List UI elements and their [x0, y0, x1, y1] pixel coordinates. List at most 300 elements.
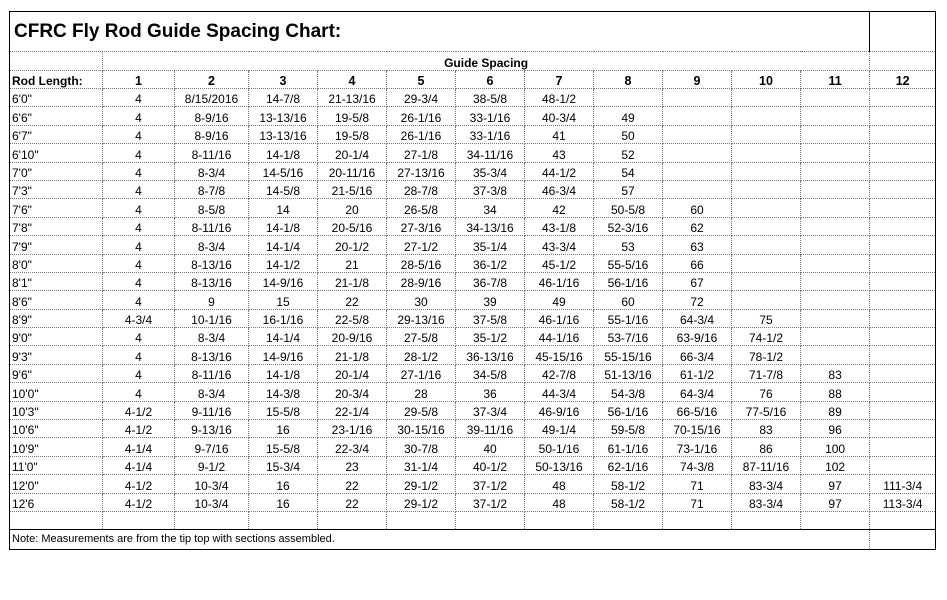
guide-spacing-cell: [870, 346, 936, 364]
table-row: [10, 309, 936, 327]
guide-spacing-cell: 4: [103, 236, 175, 254]
guide-spacing-cell: [870, 125, 936, 143]
guide-spacing-cell: 51-13/16: [594, 364, 663, 382]
guide-spacing-cell: 100: [801, 438, 870, 456]
table-row: [10, 217, 936, 235]
guide-spacing-cell: 4-1/2: [103, 401, 175, 419]
caption-empty-cell: [10, 52, 103, 71]
empty-cell: [732, 511, 801, 529]
guide-spacing-cell: 60: [663, 199, 732, 217]
guide-spacing-cell: 14-1/4: [249, 328, 318, 346]
guide-spacing-cell: 63-9/16: [663, 328, 732, 346]
guide-spacing-cell: 62: [663, 217, 732, 235]
guide-spacing-cell: [663, 144, 732, 162]
guide-spacing-cell: 53-7/16: [594, 328, 663, 346]
guide-spacing-cell: 78-1/2: [732, 346, 801, 364]
guide-spacing-cell: 21-13/16: [318, 89, 387, 107]
guide-spacing-cell: 96: [801, 420, 870, 438]
guide-spacing-cell: 33-1/16: [456, 125, 525, 143]
guide-spacing-cell: 37-1/2: [456, 475, 525, 493]
guide-spacing-cell: 8-3/4: [175, 328, 249, 346]
header-row: [10, 71, 936, 89]
empty-cell: [318, 511, 387, 529]
rod-length-cell: 8'1": [10, 272, 103, 290]
table-row: [10, 162, 936, 180]
guide-spacing-cell: [870, 456, 936, 474]
guide-spacing-cell: [732, 125, 801, 143]
rod-length-cell: 10'0": [10, 383, 103, 401]
guide-spacing-cell: 8-5/8: [175, 199, 249, 217]
rod-length-cell: 6'6": [10, 107, 103, 125]
guide-spacing-cell: [732, 217, 801, 235]
empty-cell: [175, 511, 249, 529]
guide-spacing-cell: [663, 180, 732, 198]
guide-spacing-cell: 20: [318, 199, 387, 217]
rod-length-cell: 12'6: [10, 493, 103, 511]
rod-length-cell: 11'0": [10, 456, 103, 474]
rod-length-cell: 9'0": [10, 328, 103, 346]
guide-spacing-cell: 14-1/8: [249, 217, 318, 235]
guide-spacing-cell: 23: [318, 456, 387, 474]
rod-length-cell: 10'3": [10, 401, 103, 419]
table-row: [10, 420, 936, 438]
guide-spacing-cell: 111-3/4: [870, 475, 936, 493]
guide-spacing-cell: 43-3/4: [525, 236, 594, 254]
guide-spacing-cell: 29-3/4: [387, 89, 456, 107]
guide-spacing-cell: 43: [525, 144, 594, 162]
guide-spacing-cell: 14-1/4: [249, 236, 318, 254]
guide-spacing-cell: 54-3/8: [594, 383, 663, 401]
guide-spacing-cell: [732, 144, 801, 162]
guide-spacing-cell: 83: [732, 420, 801, 438]
guide-spacing-cell: 49: [594, 107, 663, 125]
guide-spacing-cell: [870, 180, 936, 198]
guide-spacing-cell: 14-5/16: [249, 162, 318, 180]
guide-spacing-cell: [870, 328, 936, 346]
rod-length-cell: 6'0": [10, 89, 103, 107]
guide-spacing-cell: 113-3/4: [870, 493, 936, 511]
guide-spacing-cell: 4-1/4: [103, 438, 175, 456]
guide-spacing-cell: 72: [663, 291, 732, 309]
guide-spacing-cell: 58-1/2: [594, 475, 663, 493]
guide-spacing-cell: 66-5/16: [663, 401, 732, 419]
rod-length-cell: 8'0": [10, 254, 103, 272]
guide-spacing-cell: [801, 107, 870, 125]
table-row: [10, 199, 936, 217]
guide-spacing-cell: 36-7/8: [456, 272, 525, 290]
guide-spacing-cell: 50-1/16: [525, 438, 594, 456]
guide-spacing-cell: 8-3/4: [175, 162, 249, 180]
guide-spacing-cell: 15-5/8: [249, 401, 318, 419]
guide-spacing-cell: 10-3/4: [175, 475, 249, 493]
guide-spacing-cell: 27-3/16: [387, 217, 456, 235]
guide-spacing-cell: 27-13/16: [387, 162, 456, 180]
guide-spacing-cell: 4: [103, 199, 175, 217]
guide-spacing-cell: [801, 291, 870, 309]
caption-row: [10, 52, 936, 71]
guide-spacing-cell: 8-13/16: [175, 272, 249, 290]
guide-spacing-cell: 77-5/16: [732, 401, 801, 419]
guide-spacing-cell: [732, 272, 801, 290]
guide-spacing-cell: [870, 107, 936, 125]
guide-spacing-cell: 15: [249, 291, 318, 309]
rod-length-cell: 8'6": [10, 291, 103, 309]
guide-spacing-cell: 4: [103, 291, 175, 309]
guide-spacing-cell: 67: [663, 272, 732, 290]
guide-spacing-cell: 19-5/8: [318, 125, 387, 143]
guide-spacing-cell: 15-3/4: [249, 456, 318, 474]
table-row: [10, 291, 936, 309]
guide-spacing-cell: 66: [663, 254, 732, 272]
guide-spacing-cell: [870, 144, 936, 162]
guide-spacing-cell: 22: [318, 475, 387, 493]
guide-spacing-cell: 52-3/16: [594, 217, 663, 235]
rod-length-header: Rod Length:: [10, 71, 103, 89]
guide-spacing-cell: 14-1/2: [249, 254, 318, 272]
guide-spacing-cell: 46-1/16: [525, 309, 594, 327]
guide-spacing-cell: 20-5/16: [318, 217, 387, 235]
guide-spacing-cell: 9: [175, 291, 249, 309]
guide-spacing-cell: 44-1/2: [525, 162, 594, 180]
guide-spacing-cell: 62-1/16: [594, 456, 663, 474]
guide-spacing-cell: 36-13/16: [456, 346, 525, 364]
guide-spacing-cell: 29-1/2: [387, 493, 456, 511]
guide-number-header: 11: [801, 71, 870, 89]
guide-spacing-cell: [732, 199, 801, 217]
guide-spacing-cell: 29-5/8: [387, 401, 456, 419]
guide-spacing-cell: 50-5/8: [594, 199, 663, 217]
guide-spacing-cell: [732, 254, 801, 272]
guide-spacing-cell: [663, 107, 732, 125]
guide-spacing-cell: [870, 236, 936, 254]
guide-number-header: 9: [663, 71, 732, 89]
guide-spacing-cell: 86: [732, 438, 801, 456]
guide-spacing-cell: 4-1/2: [103, 475, 175, 493]
guide-spacing-cell: 50-13/16: [525, 456, 594, 474]
guide-spacing-cell: 14-1/8: [249, 364, 318, 382]
table-row: [10, 89, 936, 107]
rod-length-cell: 10'6": [10, 420, 103, 438]
guide-spacing-cell: 70-15/16: [663, 420, 732, 438]
rod-length-cell: 6'10": [10, 144, 103, 162]
guide-spacing-cell: 27-1/2: [387, 236, 456, 254]
empty-cell: [594, 511, 663, 529]
table-row: [10, 125, 936, 143]
guide-spacing-cell: 8-7/8: [175, 180, 249, 198]
guide-spacing-cell: 28-7/8: [387, 180, 456, 198]
guide-spacing-cell: [801, 199, 870, 217]
guide-spacing-cell: 97: [801, 475, 870, 493]
table-row: [10, 180, 936, 198]
guide-spacing-cell: 23-1/16: [318, 420, 387, 438]
guide-spacing-cell: [801, 254, 870, 272]
guide-spacing-cell: 29-1/2: [387, 475, 456, 493]
guide-spacing-cell: 10-1/16: [175, 309, 249, 327]
guide-spacing-cell: 73-1/16: [663, 438, 732, 456]
guide-spacing-cell: [870, 272, 936, 290]
empty-cell: [249, 511, 318, 529]
guide-spacing-cell: 30-7/8: [387, 438, 456, 456]
guide-spacing-cell: [870, 254, 936, 272]
guide-number-header: 3: [249, 71, 318, 89]
guide-spacing-cell: 16-1/16: [249, 309, 318, 327]
guide-number-header: 2: [175, 71, 249, 89]
guide-number-header: 12: [870, 71, 936, 89]
guide-spacing-cell: 30: [387, 291, 456, 309]
guide-spacing-cell: 4: [103, 254, 175, 272]
guide-spacing-cell: 4: [103, 180, 175, 198]
note-row: [10, 529, 936, 549]
table-row: [10, 438, 936, 456]
guide-spacing-cell: 64-3/4: [663, 383, 732, 401]
guide-spacing-cell: 36: [456, 383, 525, 401]
guide-spacing-cell: 4-1/2: [103, 420, 175, 438]
guide-spacing-cell: 61-1/16: [594, 438, 663, 456]
guide-spacing-cell: 40-3/4: [525, 107, 594, 125]
guide-spacing-cell: 83-3/4: [732, 475, 801, 493]
guide-spacing-cell: 21-1/8: [318, 346, 387, 364]
guide-spacing-cell: 35-1/2: [456, 328, 525, 346]
table-row: [10, 383, 936, 401]
guide-spacing-cell: [870, 401, 936, 419]
guide-spacing-cell: [801, 346, 870, 364]
guide-spacing-cell: [663, 162, 732, 180]
guide-spacing-cell: [594, 89, 663, 107]
table-row: [10, 493, 936, 511]
guide-spacing-cell: 28-5/16: [387, 254, 456, 272]
guide-spacing-cell: 83-3/4: [732, 493, 801, 511]
guide-spacing-cell: [732, 107, 801, 125]
guide-spacing-cell: 22-3/4: [318, 438, 387, 456]
guide-spacing-cell: 52: [594, 144, 663, 162]
guide-spacing-cell: [870, 309, 936, 327]
guide-spacing-cell: 34-13/16: [456, 217, 525, 235]
guide-spacing-cell: 46-1/16: [525, 272, 594, 290]
guide-spacing-cell: 60: [594, 291, 663, 309]
guide-spacing-cell: 31-1/4: [387, 456, 456, 474]
guide-spacing-cell: 15-5/8: [249, 438, 318, 456]
guide-spacing-cell: 35-3/4: [456, 162, 525, 180]
guide-spacing-cell: [801, 272, 870, 290]
guide-spacing-cell: 37-5/8: [456, 309, 525, 327]
guide-spacing-cell: 56-1/16: [594, 401, 663, 419]
guide-spacing-cell: 75: [732, 309, 801, 327]
guide-spacing-cell: 102: [801, 456, 870, 474]
guide-spacing-cell: [663, 89, 732, 107]
guide-spacing-cell: [732, 89, 801, 107]
guide-spacing-cell: 44-1/16: [525, 328, 594, 346]
guide-spacing-cell: 28-1/2: [387, 346, 456, 364]
guide-spacing-cell: 63: [663, 236, 732, 254]
guide-number-header: 10: [732, 71, 801, 89]
guide-spacing-cell: 22-5/8: [318, 309, 387, 327]
table-row: [10, 346, 936, 364]
guide-spacing-cell: 4: [103, 217, 175, 235]
guide-spacing-cell: 83: [801, 364, 870, 382]
guide-spacing-cell: [870, 199, 936, 217]
guide-spacing-cell: 4-1/4: [103, 456, 175, 474]
guide-spacing-cell: [663, 125, 732, 143]
guide-spacing-cell: 36-1/2: [456, 254, 525, 272]
guide-spacing-cell: 74-1/2: [732, 328, 801, 346]
guide-spacing-cell: 9-13/16: [175, 420, 249, 438]
table-row: [10, 475, 936, 493]
guide-spacing-cell: 71-7/8: [732, 364, 801, 382]
table-row: [10, 364, 936, 382]
guide-spacing-cell: 8-11/16: [175, 364, 249, 382]
guide-spacing-cell: 16: [249, 475, 318, 493]
rod-length-cell: 7'0": [10, 162, 103, 180]
guide-spacing-cell: [870, 383, 936, 401]
table-row: [10, 401, 936, 419]
guide-number-header: 8: [594, 71, 663, 89]
guide-spacing-cell: 21-1/8: [318, 272, 387, 290]
guide-spacing-cell: 55-15/16: [594, 346, 663, 364]
guide-spacing-cell: 97: [801, 493, 870, 511]
guide-spacing-cell: 43-1/8: [525, 217, 594, 235]
guide-number-header: 7: [525, 71, 594, 89]
guide-number-header: 6: [456, 71, 525, 89]
guide-spacing-cell: 46-9/16: [525, 401, 594, 419]
guide-spacing-cell: 27-5/8: [387, 328, 456, 346]
guide-spacing-cell: [801, 236, 870, 254]
guide-spacing-cell: [870, 438, 936, 456]
guide-spacing-cell: 26-5/8: [387, 199, 456, 217]
table-row: [10, 456, 936, 474]
guide-spacing-cell: [801, 144, 870, 162]
guide-spacing-cell: 4: [103, 144, 175, 162]
table-row: [10, 272, 936, 290]
guide-spacing-cell: 38-5/8: [456, 89, 525, 107]
guide-spacing-cell: [870, 89, 936, 107]
guide-spacing-cell: 28-9/16: [387, 272, 456, 290]
guide-spacing-cell: 37-1/2: [456, 493, 525, 511]
guide-spacing-cell: 26-1/16: [387, 107, 456, 125]
guide-spacing-cell: 37-3/8: [456, 180, 525, 198]
guide-spacing-cell: 8-11/16: [175, 217, 249, 235]
guide-spacing-cell: 48-1/2: [525, 89, 594, 107]
guide-spacing-cell: [732, 236, 801, 254]
guide-spacing-cell: [801, 217, 870, 235]
guide-spacing-cell: 74-3/8: [663, 456, 732, 474]
guide-spacing-cell: 21: [318, 254, 387, 272]
guide-spacing-cell: 87-11/16: [732, 456, 801, 474]
rod-length-cell: 8'9": [10, 309, 103, 327]
guide-spacing-cell: 8/15/2016: [175, 89, 249, 107]
guide-spacing-cell: 88: [801, 383, 870, 401]
guide-spacing-cell: 4: [103, 89, 175, 107]
rod-length-cell: 7'8": [10, 217, 103, 235]
guide-spacing-cell: 4: [103, 272, 175, 290]
guide-spacing-cell: [870, 162, 936, 180]
guide-spacing-cell: 8-9/16: [175, 107, 249, 125]
rod-length-cell: 7'3": [10, 180, 103, 198]
guide-spacing-cell: 14-9/16: [249, 272, 318, 290]
guide-spacing-cell: 8-11/16: [175, 144, 249, 162]
guide-spacing-cell: 49-1/4: [525, 420, 594, 438]
guide-spacing-cell: 42: [525, 199, 594, 217]
guide-spacing-cell: 4: [103, 383, 175, 401]
guide-spacing-cell: 40-1/2: [456, 456, 525, 474]
table-row: [10, 328, 936, 346]
guide-spacing-cell: 8-13/16: [175, 346, 249, 364]
empty-cell: [801, 511, 870, 529]
guide-spacing-cell: 22: [318, 291, 387, 309]
guide-spacing-cell: 45-15/16: [525, 346, 594, 364]
guide-spacing-cell: 37-3/4: [456, 401, 525, 419]
guide-spacing-cell: 4: [103, 125, 175, 143]
guide-spacing-cell: 22-1/4: [318, 401, 387, 419]
guide-spacing-cell: 14-3/8: [249, 383, 318, 401]
guide-spacing-cell: 4: [103, 162, 175, 180]
guide-spacing-cell: 40: [456, 438, 525, 456]
guide-spacing-cell: 45-1/2: [525, 254, 594, 272]
guide-spacing-cell: 34-5/8: [456, 364, 525, 382]
guide-spacing-cell: 89: [801, 401, 870, 419]
guide-spacing-cell: [732, 162, 801, 180]
guide-spacing-cell: 8-9/16: [175, 125, 249, 143]
guide-spacing-cell: 10-3/4: [175, 493, 249, 511]
caption-empty-cell: [870, 52, 936, 71]
guide-spacing-caption: Guide Spacing: [103, 52, 870, 71]
guide-spacing-cell: 20-3/4: [318, 383, 387, 401]
guide-spacing-cell: 21-5/16: [318, 180, 387, 198]
guide-spacing-cell: 14-9/16: [249, 346, 318, 364]
guide-spacing-cell: 20-1/4: [318, 364, 387, 382]
guide-spacing-cell: 4: [103, 107, 175, 125]
guide-spacing-cell: 34-11/16: [456, 144, 525, 162]
guide-spacing-cell: 16: [249, 493, 318, 511]
guide-spacing-cell: 14-1/8: [249, 144, 318, 162]
table-row: [10, 144, 936, 162]
blank-row: [10, 511, 936, 529]
guide-spacing-cell: [801, 180, 870, 198]
page-title: CFRC Fly Rod Guide Spacing Chart:: [10, 12, 870, 52]
guide-spacing-cell: 35-1/4: [456, 236, 525, 254]
guide-spacing-cell: 4: [103, 328, 175, 346]
guide-spacing-cell: 53: [594, 236, 663, 254]
guide-spacing-cell: 16: [249, 420, 318, 438]
guide-spacing-cell: [870, 291, 936, 309]
guide-spacing-cell: 20-1/2: [318, 236, 387, 254]
rod-length-cell: 9'3": [10, 346, 103, 364]
guide-spacing-cell: 14: [249, 199, 318, 217]
empty-cell: [103, 511, 175, 529]
guide-spacing-cell: 48: [525, 493, 594, 511]
guide-spacing-cell: 48: [525, 475, 594, 493]
rod-length-cell: 7'6": [10, 199, 103, 217]
guide-spacing-cell: [801, 162, 870, 180]
guide-spacing-cell: 50: [594, 125, 663, 143]
guide-spacing-cell: 33-1/16: [456, 107, 525, 125]
guide-spacing-cell: 27-1/16: [387, 364, 456, 382]
rod-length-cell: 9'6": [10, 364, 103, 382]
guide-spacing-cell: 20-11/16: [318, 162, 387, 180]
guide-spacing-cell: 64-3/4: [663, 309, 732, 327]
guide-spacing-cell: 14-7/8: [249, 89, 318, 107]
table-row: [10, 236, 936, 254]
guide-spacing-cell: 29-13/16: [387, 309, 456, 327]
guide-spacing-cell: 4-1/2: [103, 493, 175, 511]
guide-spacing-cell: [801, 125, 870, 143]
guide-spacing-cell: 26-1/16: [387, 125, 456, 143]
guide-spacing-cell: 9-1/2: [175, 456, 249, 474]
empty-cell: [10, 511, 103, 529]
guide-spacing-cell: 13-13/16: [249, 107, 318, 125]
note-empty-cell: [870, 529, 936, 549]
guide-spacing-cell: 27-1/8: [387, 144, 456, 162]
guide-spacing-cell: 34: [456, 199, 525, 217]
